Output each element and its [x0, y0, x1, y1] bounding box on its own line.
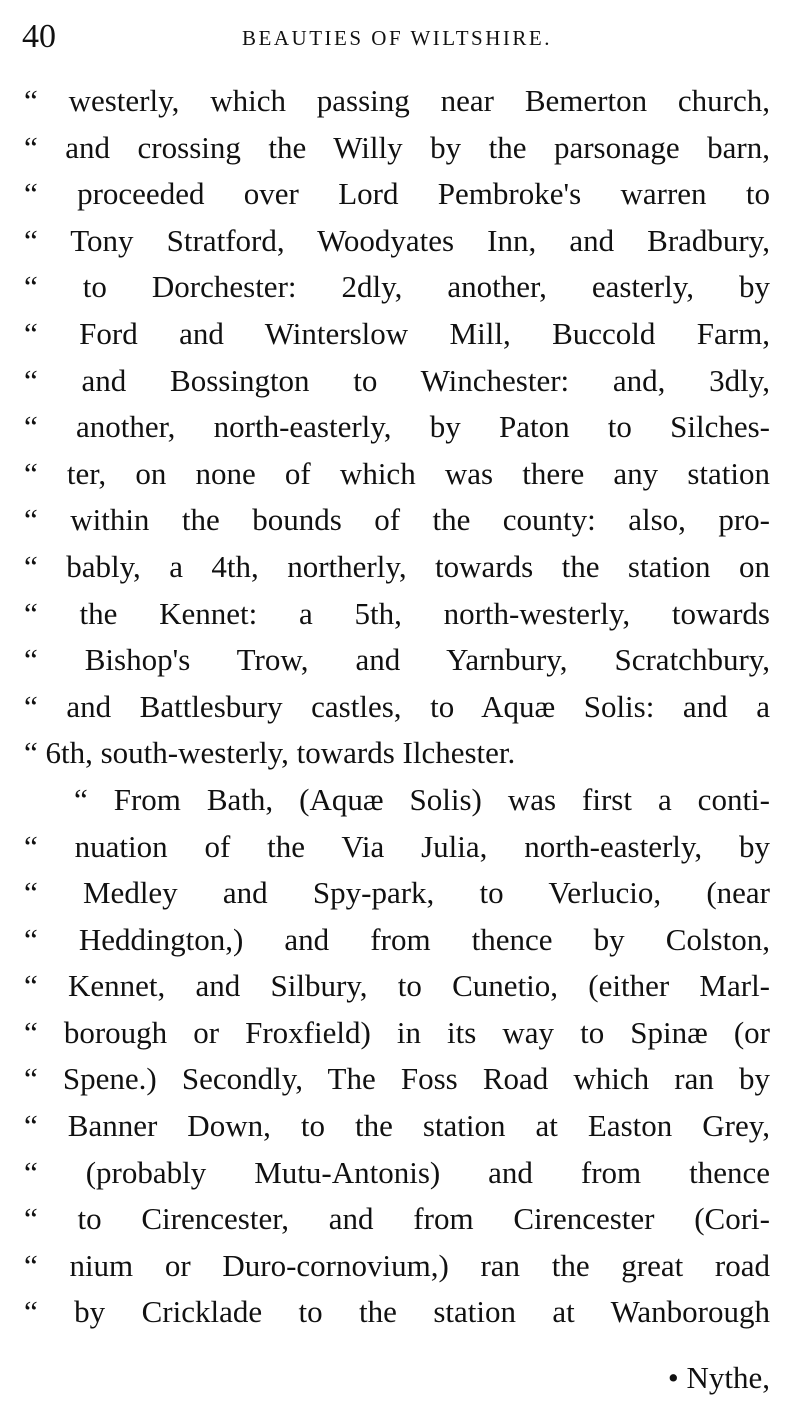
text-line: “ bably, a 4th, northerly, towards the station on	[24, 548, 770, 584]
text-line: “ ter, on none of which was there any station	[24, 455, 770, 491]
text-line: “ westerly, which passing near Bemerton church,	[24, 83, 770, 118]
page-header	[22, 14, 772, 64]
catchword: • Nythe,	[667, 1360, 770, 1395]
text-line: “ borough or Froxfield) in its way to Spinæ (or	[24, 1014, 770, 1050]
text-line: “ Bishop's Trow, and Yarnbury, Scratchbury,	[24, 642, 770, 678]
running-head: BEAUTIES OF WILTSHIRE.	[242, 26, 552, 50]
text-line: “ to Cirencester, and from Cirencester (Cori-	[24, 1201, 770, 1237]
text-line: “ to Dorchester: 2dly, another, easterly, by	[24, 269, 770, 305]
text-line: “ (probably Mutu-Antonis) and from thence	[24, 1154, 770, 1190]
text-line: “ and Bossington to Winchester: and, 3dly,	[24, 362, 770, 398]
text-line: “ and crossing the Willy by the parsonage barn,	[24, 129, 770, 165]
text-line: “ nuation of the Via Julia, north-easterly, by	[24, 828, 770, 864]
text-line: “ Spene.) Secondly, The Foss Road which ran by	[24, 1061, 770, 1097]
text-line: “ Banner Down, to the station at Easton Grey,	[24, 1108, 770, 1144]
text-line: “ another, north-easterly, by Paton to Silches-	[24, 409, 770, 445]
text-line: “ 6th, south-westerly, towards Ilchester.	[24, 735, 516, 771]
text-line: “ by Cricklade to the station at Wanborough	[24, 1294, 770, 1330]
text-line: “ Medley and Spy-park, to Verlucio, (near	[24, 875, 770, 911]
text-line: “ Heddington,) and from thence by Colston,	[24, 921, 770, 957]
text-line: “ nium or Duro-cornovium,) ran the great road	[24, 1247, 770, 1283]
text-line: “ From Bath, (Aquæ Solis) was first a conti-	[74, 781, 770, 817]
text-line: “ the Kennet: a 5th, north-westerly, towards	[24, 595, 770, 631]
text-line: “ within the bounds of the county: also, pro-	[24, 502, 770, 538]
page-number: 40	[22, 18, 56, 55]
text-line: “ and Battlesbury castles, to Aquæ Solis: and a	[24, 688, 770, 724]
text-line: “ proceeded over Lord Pembroke's warren to	[24, 176, 770, 212]
body-text	[24, 78, 770, 1336]
text-line: “ Tony Stratford, Woodyates Inn, and Bradbury,	[24, 222, 770, 258]
text-line: “ Ford and Winterslow Mill, Buccold Farm,	[24, 315, 770, 351]
text-line: “ Kennet, and Silbury, to Cunetio, (either Marl-	[24, 968, 770, 1004]
